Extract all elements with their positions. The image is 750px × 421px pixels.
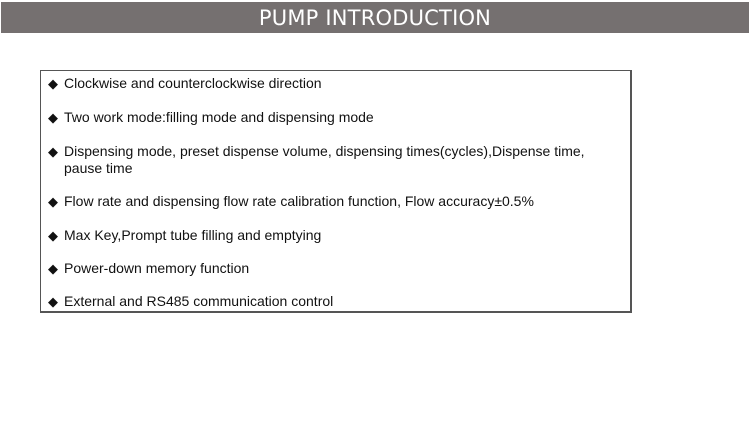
list-item: ◆ Dispensing mode, preset dispense volume, dispensing times(cycles),Dispense time, pause time <box>48 143 585 176</box>
diamond-bullet-icon: ◆ <box>48 294 58 309</box>
title-banner <box>1 2 749 33</box>
list-item: ◆ Two work mode:filling mode and dispensing mode <box>48 109 374 125</box>
page-title: PUMP INTRODUCTION <box>258 5 492 30</box>
list-item: ◆ Power-down memory function <box>48 260 250 276</box>
feature-list <box>40 70 632 313</box>
list-item: ◆ Flow rate and dispensing flow rate calibration function, Flow accuracy±0.5% <box>48 193 534 209</box>
diamond-bullet-icon: ◆ <box>48 194 58 209</box>
diamond-bullet-icon: ◆ <box>48 261 58 276</box>
list-item: ◆ Clockwise and counterclockwise direction <box>48 75 322 91</box>
list-item: ◆ Max Key,Prompt tube filling and emptying <box>48 227 322 243</box>
diamond-bullet-icon: ◆ <box>48 110 58 125</box>
diamond-bullet-icon: ◆ <box>48 228 58 243</box>
diamond-bullet-icon: ◆ <box>48 76 58 91</box>
list-item: ◆ External and RS485 communication control <box>48 293 334 309</box>
diamond-bullet-icon: ◆ <box>48 144 58 159</box>
